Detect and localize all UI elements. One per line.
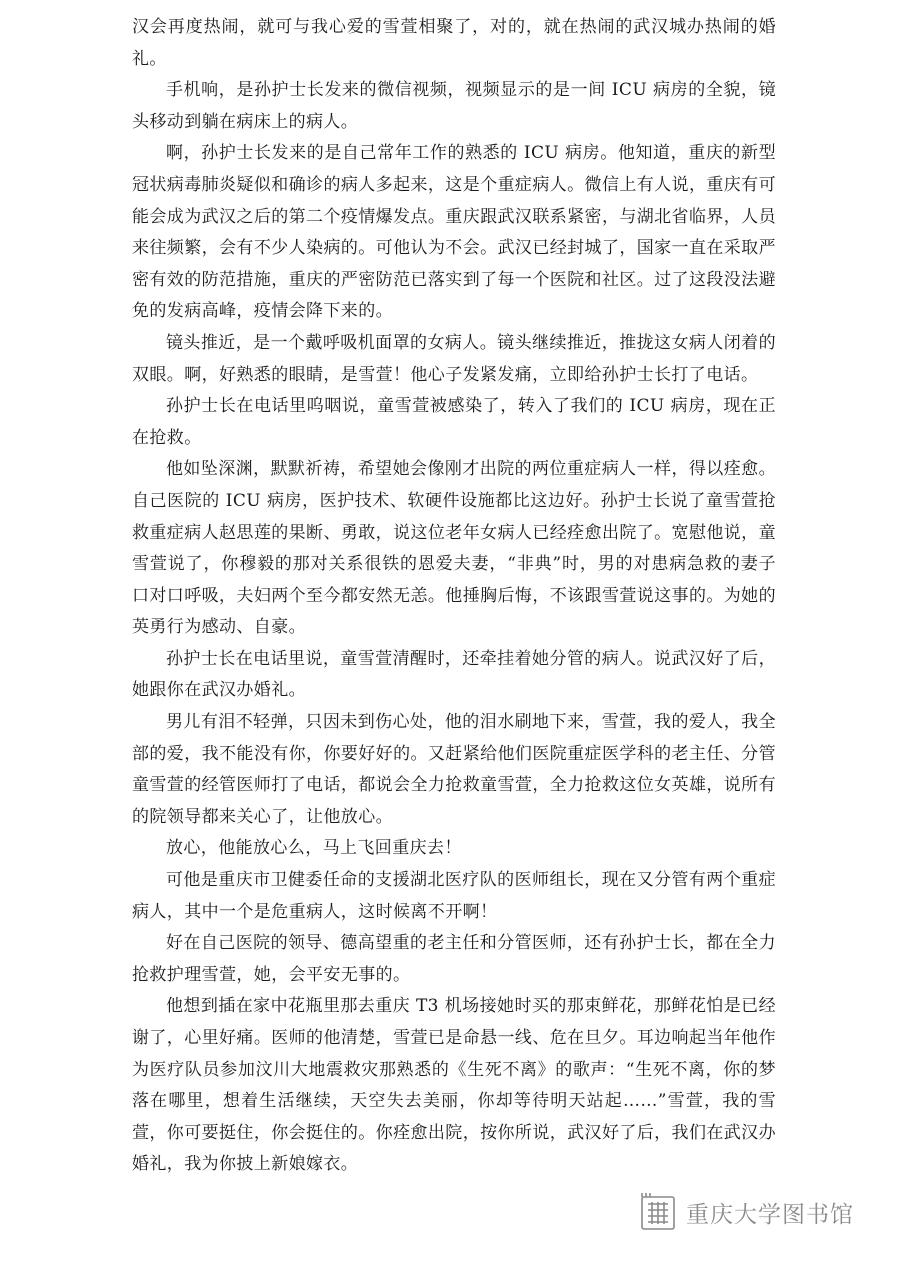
paragraph: 他如坠深渊，默默祈祷，希望她会像刚才出院的两位重症病人一样，得以痊愈。自己医院的 ICU 病房，医护技术、软硬件设施都比这边好。孙护士长说了童雪萱抢救重症病人赵思莲的果断、勇敢，说这位老年女病人已经痊愈出院了。宽慰他说，童雪萱说了，你穆毅的那对关系很铁的恩爱夫妻，“非典”时，男的对患病急救的妻子口对口呼吸，夫妇两个至今都安然无恙。他捶胸后悔，不该跟雪萱说这事的。为她的英勇行为感动、自豪。: [132, 459, 776, 638]
library-seal-icon: [640, 1192, 676, 1232]
paragraph: 男儿有泪不轻弹，只因未到伤心处，他的泪水刷地下来，雪萱，我的爱人，我全部的爱，我不能没有你，你要好好的。又赶紧给他们医院重症医学科的老主任、分管童雪萱的经管医师打了电话，都说会全力抢救童雪萱，全力抢救这位女英雄，说所有的院领导都来关心了，让他放心。: [132, 712, 776, 827]
paragraph: 啊，孙护士长发来的是自己常年工作的熟悉的 ICU 病房。他知道，重庆的新型冠状病毒肺炎疑似和确诊的病人多起来，这是个重症病人。微信上有人说，重庆有可能会成为武汉之后的第二个疫情爆发点。重庆跟武汉联系紧密，与湖北省临界，人员来往频繁，会有不少人染病的。可他认为不会。武汉已经封城了，国家一直在采取严密有效的防范措施，重庆的严密防范已落实到了每一个医院和社区。过了这段没法避免的发病高峰，疫情会降下来的。: [132, 143, 776, 322]
paragraph: 孙护士长在电话里说，童雪萱清醒时，还牵挂着她分管的病人。说武汉好了后，她跟你在武汉办婚礼。: [132, 648, 776, 701]
watermark-text: 重庆大学图书馆: [686, 1201, 854, 1228]
paragraph: 可他是重庆市卫健委任命的支援湖北医疗队的医师组长，现在又分管有两个重症病人，其中一个是危重病人，这时候离不开啊！: [132, 870, 776, 922]
paragraph: 他想到插在家中花瓶里那去重庆 T3 机场接她时买的那束鲜花，那鲜花怕是已经谢了，心里好痛。医师的他清楚，雪萱已是命悬一线、危在旦夕。耳边响起当年他作为医疗队员参加汶川大地震救灾那熟悉的《生死不离》的歌声：“生死不离，你的梦落在哪里，想着生活继续，天空失去美丽，你却等待明天站起……”雪萱，我的雪萱，你可要挺住，你会挺住的。你痊愈出院，按你所说，武汉好了后，我们在武汉办婚礼，我为你披上新娘嫁衣。: [132, 996, 776, 1175]
document-body: [132, 12, 776, 1181]
paragraph-continued: 汉会再度热闹，就可与我心爱的雪萱相聚了，对的，就在热闹的武汉城办热闹的婚礼。: [132, 17, 776, 69]
paragraph: 孙护士长在电话里呜咽说，童雪萱被感染了，转入了我们的 ICU 病房，现在正在抢救。: [132, 396, 776, 448]
paragraph: 放心，他能放心么，马上飞回重庆去！: [166, 838, 462, 859]
paragraph: 好在自己医院的领导、德高望重的老主任和分管医师，还有孙护士长，都在全力抢救护理雪萱，她，会平安无事的。: [132, 933, 776, 985]
library-watermark: [640, 1192, 854, 1232]
paragraph: 手机响，是孙护士长发来的微信视频，视频显示的是一间 ICU 病房的全貌，镜头移动到躺在病床上的病人。: [132, 80, 776, 132]
paragraph: 镜头推近，是一个戴呼吸机面罩的女病人。镜头继续推近，推拢这女病人闭着的双眼。啊，好熟悉的眼睛，是雪萱！他心子发紧发痛，立即给孙护士长打了电话。: [132, 332, 776, 385]
